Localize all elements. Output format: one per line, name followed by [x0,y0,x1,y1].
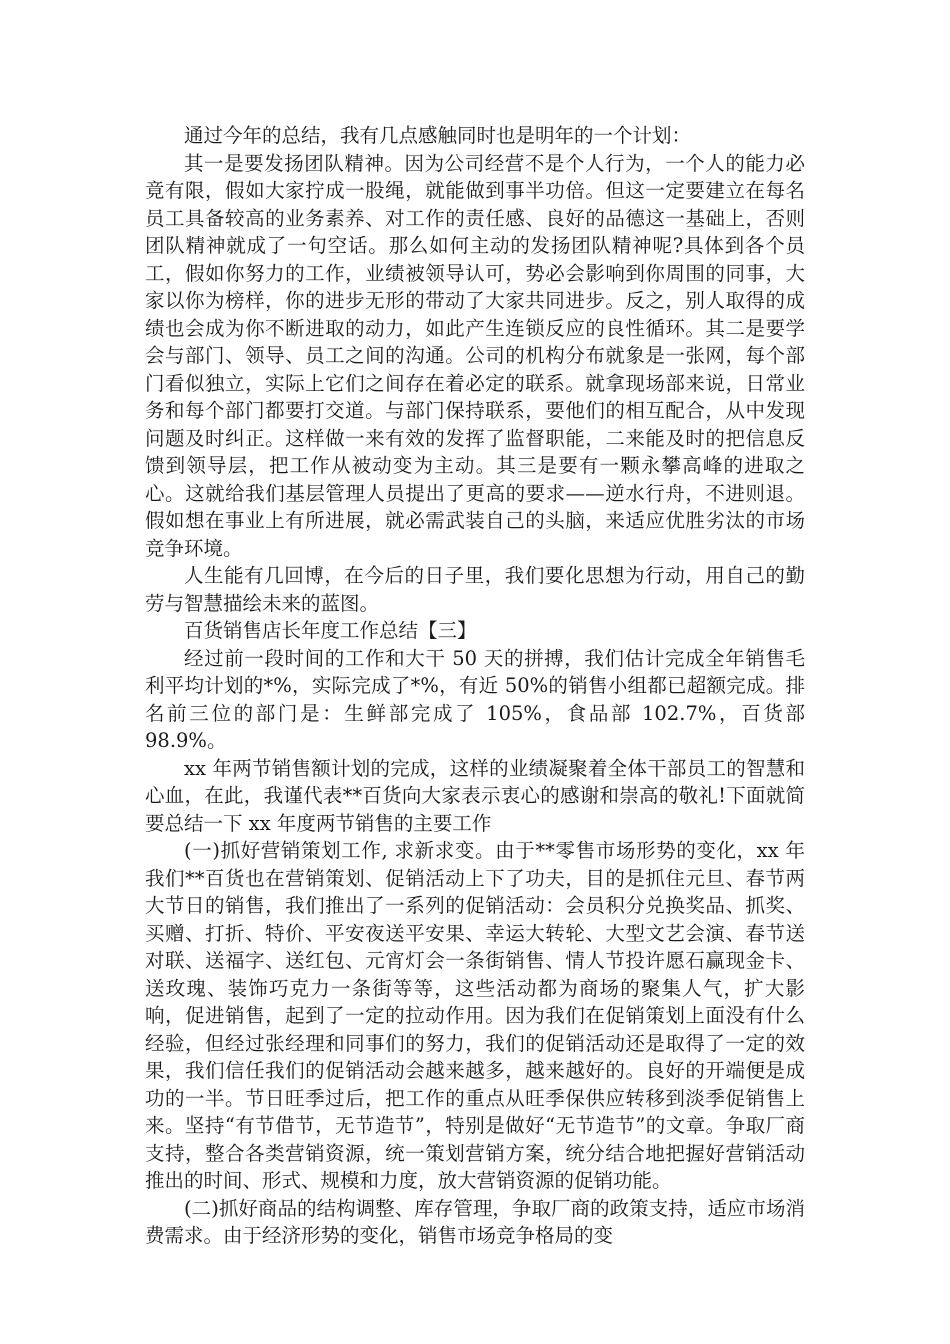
document-page [145,122,805,1250]
paragraph-thanks: xx 年两节销售额计划的完成，这样的业绩凝聚着全体干部员工的智慧和心血，在此，我谨代表**百货向大家表示衷心的感谢和崇高的敬礼!下面就简要总结一下 xx 年度两节销售的主要工作 [145,756,805,835]
paragraph-sales-results: 经过前一段时间的工作和大干 50 天的拼搏，我们估计完成全年销售毛利平均计划的*%，实际完成了*%，有近 50%的销售小组都已超额完成。排名前三位的部门是：生鲜部完成了 105%，食品部 102.7%，百货部 98.9%。 [145,646,805,752]
paragraph-closing: 人生能有几回博，在今后的日子里，我们要化思想为行动，用自己的勤劳与智慧描绘未来的蓝图。 [145,564,805,615]
paragraph-structure: (二)抓好商品的结构调整、库存管理，争取厂商的政策支持，适应市场消费需求。由于经济形势的变化，销售市场竞争格局的变 [145,1196,805,1247]
paragraph-marketing: (一)抓好营销策划工作, 求新求变。由于**零售市场形势的变化，xx 年我们**百货也在营销策划、促销活动上下了功夫，目的是抓住元旦、春节两大节日的销售，我们推出了一系列的促销活动：会员积分兑换奖品、抓奖、买赠、打折、特价、平安夜送平安果、幸运大转轮、大型文艺会演、春节送对联、送福字、送红包、元宵灯会一条街销售、情人节投许愿石赢现金卡、送玫瑰、装饰巧克力一条街等等，这些活动都为商场的聚集人气，扩大影响，促进销售，起到了一定的拉动作用。因为我们在促销策划上面没有什么经验，但经过张经理和同事们的努力，我们的促销活动还是取得了一定的效果，我们信任我们的促销活动会越来越多，越来越好的。良好的开端便是成功的一半。节日旺季过后，把工作的重点从旺季保供应转移到淡季促销售上来。坚持“有节借节，无节造节”，特别是做好“无节造节”的文章。争取厂商支持，整合各类营销资源，统一策划营销方案，统分结合地把握好营销活动推出的时间、形式、规模和力度，放大营销资源的促销功能。 [145,839,805,1192]
paragraph-intro: 通过今年的总结，我有几点感触同时也是明年的一个计划： [184,124,692,147]
paragraph-team-spirit: 其一是要发扬团队精神。因为公司经营不是个人行为，一个人的能力必竟有限，假如大家拧成一股绳，就能做到事半功倍。但这一定要建立在每名员工具备较高的业务素养、对工作的责任感、良好的品德这一基础上，否则团队精神就成了一句空话。那么如何主动的发扬团队精神呢?具体到各个员工，假如你努力的工作，业绩被领导认可，势必会影响到你周围的同事，大家以你为榜样，你的进步无形的带动了大家共同进步。反之，别人取得的成绩也会成为你不断进取的动力，如此产生连锁反应的良性循环。其二是要学会与部门、领导、员工之间的沟通。公司的机构分布就象是一张网，每个部门看似独立，实际上它们之间存在着必定的联系。就拿现场部来说，日常业务和每个部门都要打交道。与部门保持联系，要他们的相互配合，从中发现问题及时纠正。这样做一来有效的发挥了监督职能，二来能及时的把信息反馈到领导层，把工作从被动变为主动。其三是要有一颗永攀高峰的进取之心。这就给我们基层管理人员提出了更高的要求——逆水行舟，不进则退。假如想在事业上有所进展，就必需武装自己的头脑，来适应优胜劣汰的市场竞争环境。 [145,151,805,560]
section-heading: 百货销售店长年度工作总结【三】 [184,619,477,642]
